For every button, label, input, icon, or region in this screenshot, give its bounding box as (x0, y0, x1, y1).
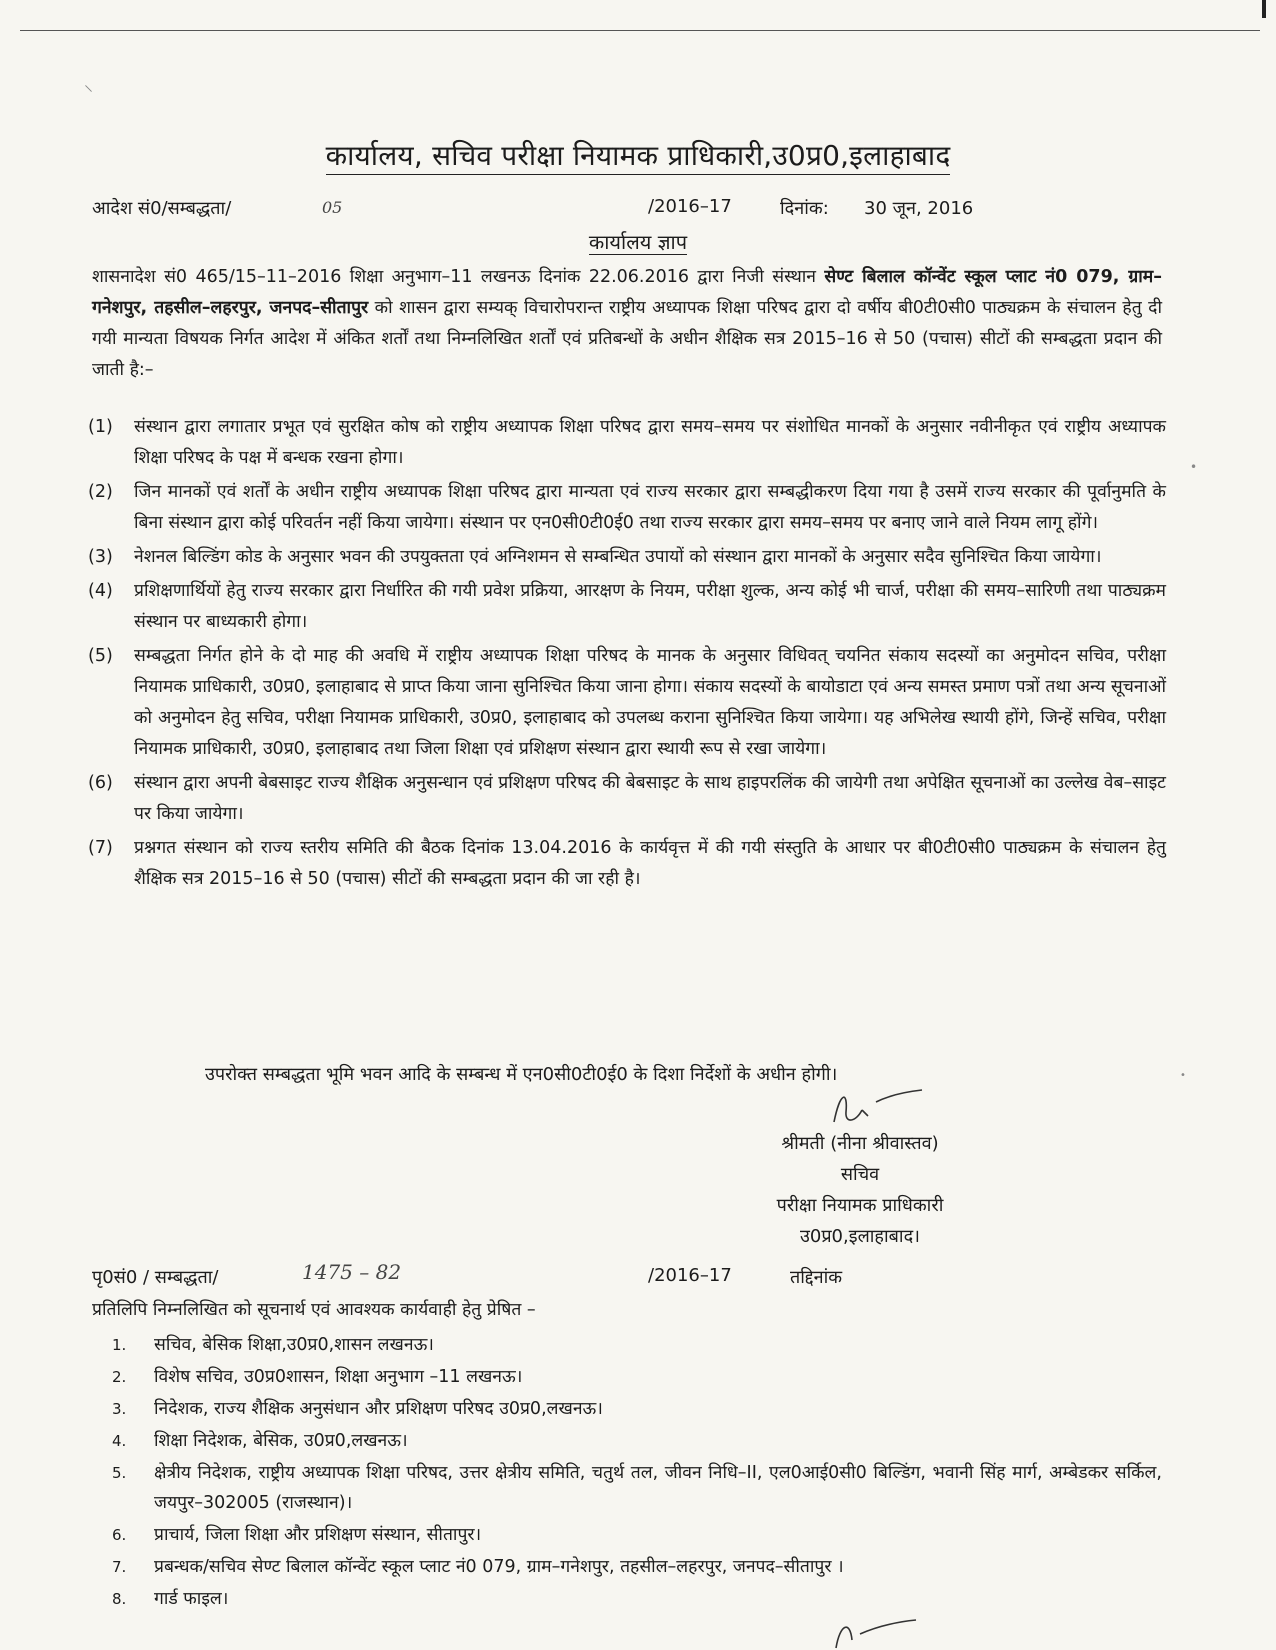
recipient-item (112, 1362, 1162, 1392)
recipient-text: शिक्षा निदेशक, बेसिक, उ0प्र0,लखनऊ। (154, 1431, 408, 1451)
recipient-item (112, 1520, 1162, 1550)
recipient-item (112, 1458, 1162, 1518)
forward-line: प्रतिलिपि निम्नलिखित को सूचनार्थ एवं आवश्यक कार्यवाही हेतु प्रेषित – (92, 1300, 536, 1320)
condition-text: सम्बद्धता निर्गत होने के दो माह की अवधि में राष्ट्रीय अध्यापक शिक्षा परिषद के मानक के अनुसार विधिवत् चयनित संकाय सदस्यों का अनुमोदन सचिव, परीक्षा नियामक प्राधिकारी, उ0प्र0, इलाहाबाद से प्राप्त किया जाना सुनिश्चित किया जाना होगा। संकाय सदस्यों के बायोडाटा एवं अन्य समस्त प्रमाण पत्रों तथा अन्य सूचनाओं को अनुमोदन हेतु सचिव, परीक्षा नियामक प्राधिकारी, उ0प्र0, इलाहाबाद को उपलब्ध कराना सुनिश्चित किया जायेगा। यह अभिलेख स्थायी होंगे, जिन्हें सचिव, परीक्षा नियामक प्राधिकारी, उ0प्र0, इलाहाबाद तथा जिला शिक्षा एवं प्रशिक्षण संस्थान द्वारा स्थायी रूप से रखा जायेगा। (134, 646, 1166, 759)
order-number: 05 (322, 198, 343, 217)
recipient-text: प्रबन्धक/सचिव सेण्ट बिलाल कॉन्वेंट स्कूल प्लाट नं0 079, ग्राम–गनेशपुर, तहसील–लहरपुर, जनपद–सीतापुर । (154, 1557, 844, 1577)
order-date-label: दिनांक: (780, 198, 829, 219)
intro-text-start: शासनादेश सं0 465/15–11–2016 शिक्षा अनुभाग–11 लखनऊ दिनांक 22.06.2016 द्वारा निजी संस्थान (92, 267, 825, 287)
recipient-item (112, 1584, 1162, 1614)
top-rule (20, 30, 1260, 31)
recipient-item (112, 1394, 1162, 1424)
scan-speck: • (1190, 460, 1198, 474)
recipient-item (112, 1426, 1162, 1456)
order-ref-prefix: आदेश सं0/सम्बद्धता/ (92, 198, 232, 219)
signatory-designation: सचिव (840, 1164, 880, 1185)
order-date: 30 जून, 2016 (864, 198, 974, 219)
endorsement-prefix: पृ0सं0 / सम्बद्धता/ (92, 1267, 219, 1288)
endorsement-date: तद्दिनांक (790, 1267, 843, 1288)
office-title: कार्यालय, सचिव परीक्षा नियामक प्राधिकारी,उ0प्र0,इलाहाबाद (0, 136, 1276, 174)
intro-paragraph (92, 262, 1162, 386)
recipient-number: 4. (112, 1432, 127, 1450)
recipient-number: 3. (112, 1400, 127, 1418)
recipient-number: 7. (112, 1558, 127, 1576)
institute-name: सेण्ट बिलाल कॉन्वेंट स्कूल प्लाट नं0 079, ग्राम–गनेशपुर, तहसील–लहरपुर, जनपद–सीतापुर (92, 267, 1162, 318)
recipient-text: विशेष सचिव, उ0प्र0शासन, शिक्षा अनुभाग –11 लखनऊ। (154, 1367, 523, 1387)
recipient-text: निदेशक, राज्य शैक्षिक अनुसंधान और प्रशिक्षण परिषद उ0प्र0,लखनऊ। (154, 1399, 603, 1419)
recipient-item (112, 1330, 1162, 1360)
recipient-text: क्षेत्रीय निदेशक, राष्ट्रीय अध्यापक शिक्षा परिषद, उत्तर क्षेत्रीय समिति, चतुर्थ तल, जीवन निधि–II, एल0आई0सी0 बिल्डिंग, भवानी सिंह मार्ग, अम्बेडकर सर्किल, जयपुर–302005 (राजस्थान)। (154, 1463, 1162, 1513)
condition-number: (4) (88, 581, 113, 601)
order-year: /2016–17 (648, 196, 732, 217)
intro-text-end: को शासन द्वारा सम्यक् विचारोपरान्त राष्ट्रीय अध्यापक शिक्षा परिषद द्वारा दो वर्षीय बी0टी0सी0 पाठ्यक्रम के संचालन हेतु दी गयी मान्यता विषयक निर्गत आदेश में अंकित शर्तों तथा निम्नलिखित शर्तों एवं प्रतिबन्धों के अधीन शैक्षिक सत्र 2015–16 से 50 (पचास) सीटों की सम्बद्धता प्रदान की जाती है:– (92, 298, 1162, 380)
signatory-office: परीक्षा नियामक प्राधिकारी (776, 1195, 944, 1216)
signature-image (826, 1082, 926, 1132)
condition-number: (1) (88, 417, 113, 437)
recipient-text: प्राचार्य, जिला शिक्षा और प्रशिक्षण संस्थान, सीतापुर। (154, 1525, 482, 1545)
condition-number: (3) (88, 547, 113, 567)
closing-line: उपरोक्त सम्बद्धता भूमि भवन आदि के सम्बन्ध में एन0सी0टी0ई0 के दिशा निर्देशों के अधीन होगी। (205, 1064, 838, 1085)
recipient-item (112, 1552, 1162, 1582)
signature-block (700, 1128, 1020, 1252)
conditions-list (88, 412, 1166, 898)
condition-text: संस्थान द्वारा लगातार प्रभूत एवं सुरक्षित कोष को राष्ट्रीय अध्यापक शिक्षा परिषद द्वारा समय–समय पर संशोधित मानकों के अनुसार नवीनीकृत एवं राष्ट्रीय अध्यापक शिक्षा परिषद के पक्ष में बन्धक रखना होगा। (134, 417, 1166, 468)
condition-item (88, 641, 1166, 765)
condition-item (88, 768, 1166, 830)
condition-text: प्रशिक्षणार्थियों हेतु राज्य सरकार द्वारा निर्धारित की गयी प्रवेश प्रक्रिया, आरक्षण के नियम, परीक्षा शुल्क, अन्य कोई भी चार्ज, परीक्षा की समय–सारिणी तथा पाठ्यक्रम संस्थान पर बाध्यकारी होगा। (134, 581, 1166, 632)
signature-image (830, 1614, 920, 1650)
condition-number: (7) (88, 838, 113, 858)
scan-speck: ⸌ (84, 82, 93, 103)
condition-text: जिन मानकों एवं शर्तों के अधीन राष्ट्रीय अध्यापक शिक्षा परिषद द्वारा मान्यता एवं राज्य सरकार द्वारा सम्बद्धीकरण दिया गया है उसमें राज्य सरकार की पूर्वानुमति के बिना संस्थान द्वारा कोई परिवर्तन नहीं किया जायेगा। संस्थान पर एन0सी0टी0ई0 तथा राज्य सरकार द्वारा समय–समय पर बनाए जाने वाले नियम लागू होंगे। (134, 482, 1166, 533)
signatory-name: श्रीमती (नीना श्रीवास्तव) (781, 1133, 939, 1154)
condition-number: (5) (88, 646, 113, 666)
recipient-text: गार्ड फाइल। (154, 1589, 229, 1609)
recipient-number: 8. (112, 1590, 127, 1608)
condition-number: (6) (88, 773, 113, 793)
memo-title: कार्यालय ज्ञाप (588, 230, 688, 254)
recipient-number: 6. (112, 1526, 127, 1544)
copy-recipients-list (112, 1330, 1162, 1616)
endorsement-year: /2016–17 (648, 1265, 732, 1286)
condition-text: नेशनल बिल्डिंग कोड के अनुसार भवन की उपयुक्तता एवं अग्निशमन से सम्बन्धित उपायों को संस्थान द्वारा मानकों के अनुसार सदैव सुनिश्चित किया जायेगा। (134, 547, 1102, 567)
recipient-number: 5. (112, 1464, 127, 1482)
condition-item (88, 542, 1166, 573)
signatory-place: उ0प्र0,इलाहाबाद। (800, 1226, 920, 1247)
condition-text: संस्थान द्वारा अपनी बेबसाइट राज्य शैक्षिक अनुसन्धान एवं प्रशिक्षण परिषद की बेबसाइट के साथ हाइपरलिंक की जायेगी तथा अपेक्षित सूचनाओं का उल्लेख वेब–साइट पर किया जायेगा। (134, 773, 1166, 824)
corner-mark (1262, 0, 1266, 18)
condition-item (88, 833, 1166, 895)
scan-speck: • (1180, 1070, 1186, 1081)
condition-text: प्रश्नगत संस्थान को राज्य स्तरीय समिति की बैठक दिनांक 13.04.2016 के कार्यवृत्त में की गयी संस्तुति के आधार पर बी0टी0सी0 पाठ्यक्रम के संचालन हेतु शैक्षिक सत्र 2015–16 से 50 (पचास) सीटों की सम्बद्धता प्रदान की जा रही है। (134, 838, 1166, 889)
condition-item (88, 412, 1166, 474)
recipient-number: 1. (112, 1336, 127, 1354)
recipient-text: सचिव, बेसिक शिक्षा,उ0प्र0,शासन लखनऊ। (154, 1335, 434, 1355)
endorsement-number: 1475 – 82 (302, 1260, 402, 1284)
condition-number: (2) (88, 482, 113, 502)
condition-item (88, 576, 1166, 638)
condition-item (88, 477, 1166, 539)
recipient-number: 2. (112, 1368, 127, 1386)
